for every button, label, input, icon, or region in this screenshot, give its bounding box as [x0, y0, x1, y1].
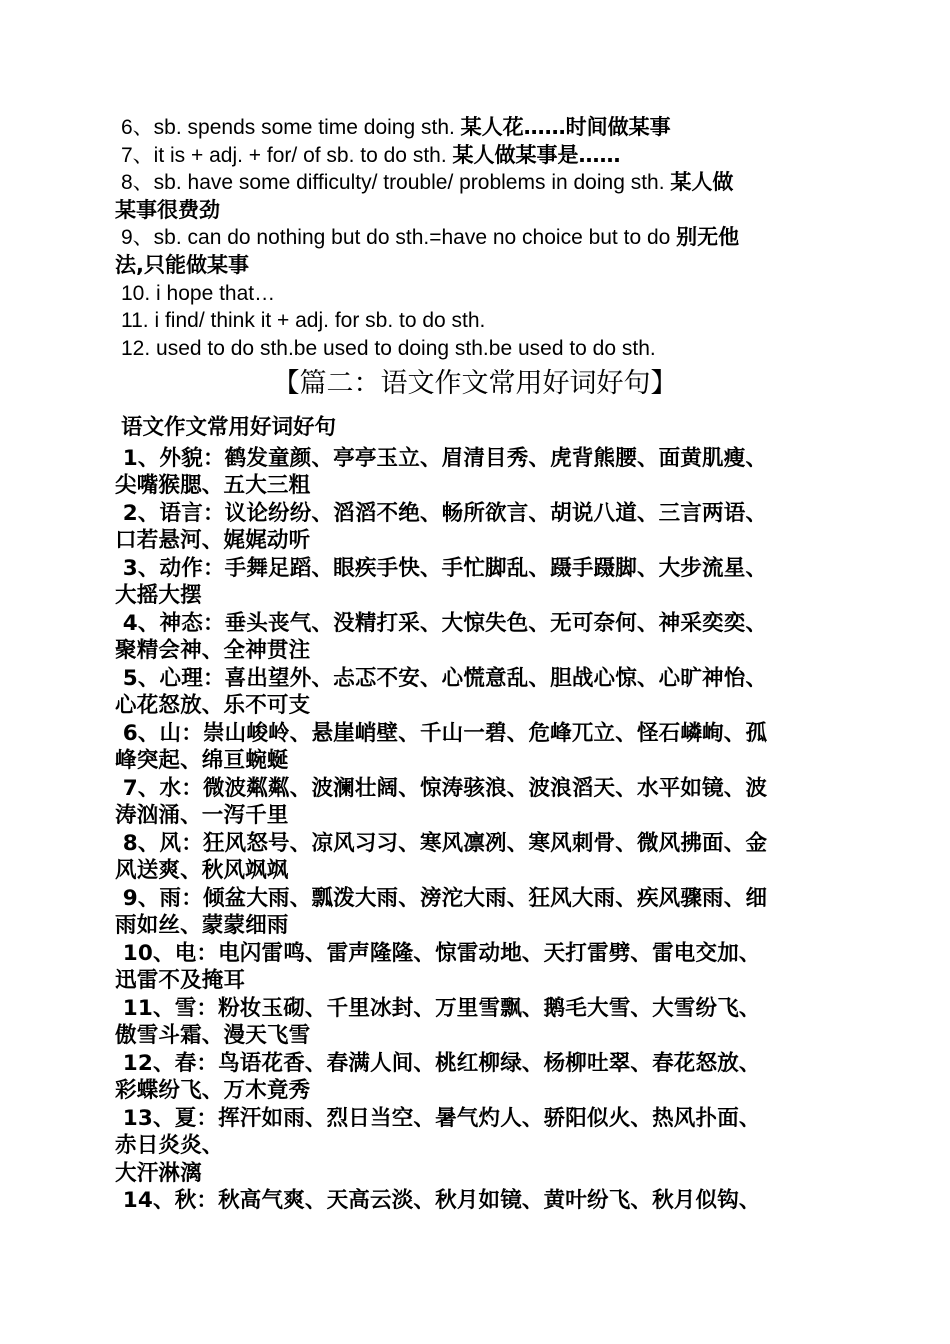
phrase-english: 8、sb. have some difficulty/ trouble/ problems in doing sth. — [121, 171, 671, 195]
phrase-chinese: 某人做某事是…… — [452, 142, 621, 167]
vocab-line: 5、心理：喜出望外、忐忑不安、心慌意乱、胆战心惊、心旷神怡、 — [115, 665, 768, 691]
phrase-line — [115, 114, 835, 142]
vocab-line: 彩蝶纷飞、万木竟秀 — [115, 1078, 311, 1104]
phrase-line — [115, 307, 835, 335]
vocab-line: 6、山：崇山峻岭、悬崖峭壁、千山一碧、危峰兀立、怪石嶙峋、孤 — [115, 720, 768, 746]
vocab-line: 赤日炎炎、 — [115, 1133, 224, 1159]
phrase-english: 10. i hope that… — [121, 281, 276, 305]
vocab-list — [115, 445, 835, 1215]
document-page — [115, 114, 835, 1215]
vocab-line: 心花怒放、乐不可支 — [115, 693, 311, 719]
vocab-line: 聚精会神、全神贯注 — [115, 638, 311, 664]
vocab-line: 12、春：鸟语花香、春满人间、桃红柳绿、杨柳吐翠、春花怒放、 — [115, 1050, 761, 1076]
vocab-line: 大摇大摆 — [115, 583, 202, 609]
vocab-line: 口若悬河、娓娓动听 — [115, 528, 311, 554]
phrase-line — [115, 335, 835, 363]
vocab-line: 3、动作：手舞足蹈、眼疾手快、手忙脚乱、蹑手蹑脚、大步流星、 — [115, 555, 768, 581]
section-heading: 语文作文常用好词好句 — [121, 415, 337, 441]
phrase-line — [115, 280, 835, 308]
vocab-line: 迅雷不及掩耳 — [115, 968, 246, 994]
phrase-chinese: 某人做 — [670, 170, 734, 195]
phrase-chinese: 某事很费劲 — [115, 197, 220, 222]
phrase-line — [115, 224, 835, 252]
vocab-line: 8、风：狂风怒号、凉风习习、寒风凛冽、寒风刺骨、微风拂面、金 — [115, 830, 768, 856]
vocab-line: 4、神态：垂头丧气、没精打采、大惊失色、无可奈何、神采奕奕、 — [115, 610, 768, 636]
vocab-line: 11、雪：粉妆玉砌、千里冰封、万里雪飘、鹅毛大雪、大雪纷飞、 — [115, 995, 761, 1021]
phrase-chinese: 某人花……时间做某事 — [460, 115, 671, 139]
section-title: 【篇二：语文作文常用好词好句】 — [272, 368, 678, 400]
vocab-line: 9、雨：倾盆大雨、瓢泼大雨、滂沱大雨、狂风大雨、疾风骤雨、细 — [115, 885, 768, 911]
phrase-line — [115, 169, 835, 197]
phrase-english: 9、sb. can do nothing but do sth.=have no choice but to do — [121, 226, 677, 250]
vocab-line: 傲雪斗霜、漫天飞雪 — [115, 1023, 311, 1049]
phrase-english: 7、it is + adj. + for/ of sb. to do sth. — [121, 143, 453, 167]
vocab-line: 2、语言：议论纷纷、滔滔不绝、畅所欲言、胡说八道、三言两语、 — [115, 500, 768, 526]
phrase-english: 6、sb. spends some time doing sth. — [121, 116, 461, 139]
phrase-line — [115, 252, 835, 280]
phrase-english: 12. used to do sth.be used to doing sth.be used to do sth. — [121, 336, 656, 360]
vocab-line: 峰突起、绵亘蜿蜒 — [115, 748, 289, 774]
phrase-english: 11. i find/ think it + adj. for sb. to do sth. — [121, 309, 486, 333]
english-phrase-list — [115, 114, 835, 362]
vocab-line: 7、水：微波粼粼、波澜壮阔、惊涛骇浪、波浪滔天、水平如镜、波 — [115, 775, 768, 801]
vocab-line: 风送爽、秋风飒飒 — [115, 858, 289, 884]
vocab-line: 大汗淋漓 — [115, 1160, 202, 1186]
vocab-line: 涛汹涌、一泻千里 — [115, 803, 289, 829]
vocab-line: 尖嘴猴腮、五大三粗 — [115, 473, 311, 499]
vocab-line: 1、外貌：鹤发童颜、亭亭玉立、眉清目秀、虎背熊腰、面黄肌瘦、 — [115, 445, 768, 471]
vocab-line: 10、电：电闪雷鸣、雷声隆隆、惊雷动地、天打雷劈、雷电交加、 — [115, 940, 761, 966]
phrase-line — [115, 142, 835, 170]
phrase-line — [115, 197, 835, 225]
vocab-line: 14、秋：秋高气爽、天高云淡、秋月如镜、黄叶纷飞、秋月似钩、 — [115, 1188, 761, 1214]
phrase-chinese: 法,只能做某事 — [115, 252, 249, 277]
phrase-chinese: 别无他 — [676, 225, 740, 250]
vocab-line: 雨如丝、蒙蒙细雨 — [115, 913, 289, 939]
vocab-line: 13、夏：挥汗如雨、烈日当空、暑气灼人、骄阳似火、热风扑面、 — [115, 1105, 761, 1131]
